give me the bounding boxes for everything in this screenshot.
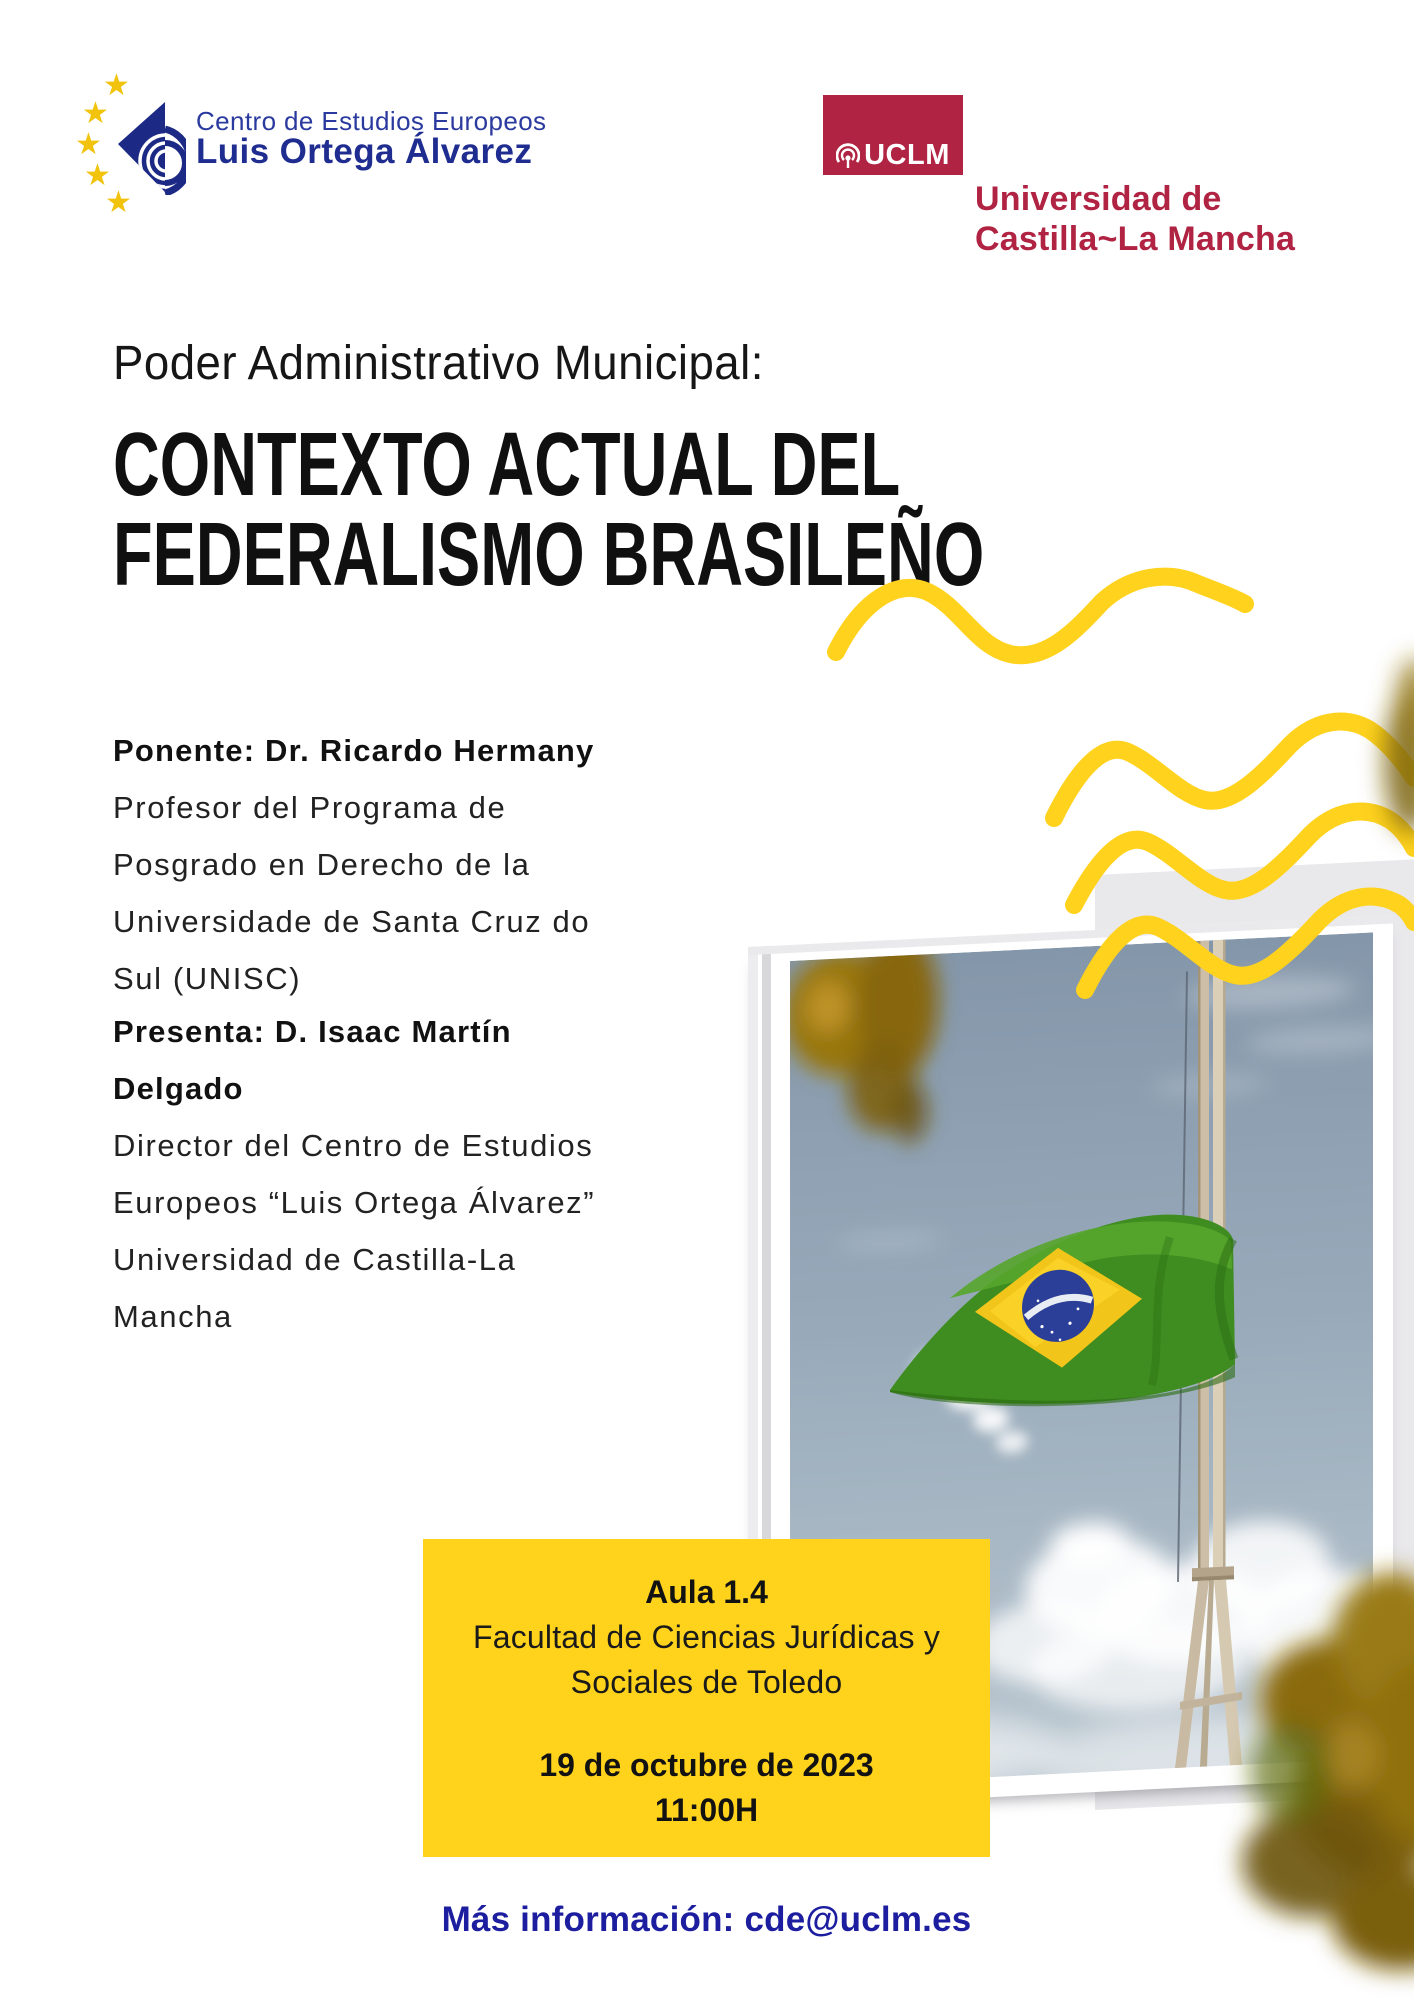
wave-scribble [1054, 722, 1414, 818]
star-icon: ★ [84, 159, 111, 192]
uclm-name-line1: Universidad de [975, 180, 1222, 218]
event-venue-line1: Facultad de Ciencias Jurídicas y [472, 1619, 941, 1655]
star-icon: ★ [75, 128, 102, 161]
speaker-line: Profesor del Programa de [113, 790, 507, 825]
event-details-box [423, 1539, 990, 1857]
presenter-line: Director del Centro de Estudios [113, 1128, 594, 1163]
event-time: 11:00H [654, 1792, 759, 1828]
page-title-line1: CONTEXTO ACTUAL DEL [113, 415, 901, 515]
cee-logo-line1: Centro de Estudios Europeos [196, 106, 547, 136]
uclm-name-line2: Castilla~La Mancha [975, 220, 1296, 258]
star-icon: ★ [82, 97, 109, 130]
uclm-antenna-icon [836, 142, 860, 168]
presenter-heading-line2: Delgado [113, 1071, 244, 1106]
presenter-line: Europeos “Luis Ortega Álvarez” [113, 1185, 596, 1220]
speaker-block [113, 722, 595, 1007]
presenter-line: Universidad de Castilla-La [113, 1242, 517, 1277]
presenter-heading-line1: Presenta: D. Isaac Martín [113, 1014, 512, 1049]
cee-logo-line2: Luis Ortega Álvarez [196, 132, 533, 171]
uclm-logo-icon [823, 95, 963, 175]
speaker-line: Posgrado en Derecho de la [113, 847, 531, 882]
uclm-acronym: UCLM [864, 139, 950, 171]
star-icon: ★ [103, 69, 130, 102]
speaker-heading: Ponente: Dr. Ricardo Hermany [113, 733, 595, 768]
cee-emblem-icon [116, 99, 186, 195]
event-venue-line2: Sociales de Toledo [570, 1664, 843, 1700]
cee-logo [0, 0, 620, 230]
event-room: Aula 1.4 [645, 1574, 768, 1610]
presenter-block [113, 1003, 595, 1345]
page-title-line2: FEDERALISMO BRASILEÑO [113, 505, 985, 605]
uclm-logo [800, 80, 1380, 258]
speaker-line: Universidade de Santa Cruz do [113, 904, 591, 939]
title-kicker: Poder Administrativo Municipal: [113, 337, 764, 390]
event-date: 19 de octubre de 2023 [539, 1747, 874, 1783]
presenter-line: Mancha [113, 1299, 233, 1334]
leaf-right-edge [1384, 658, 1414, 834]
contact-info: Más información: cde@uclm.es [441, 1900, 972, 1939]
speaker-line: Sul (UNISC) [113, 961, 302, 996]
star-icon: ★ [105, 186, 132, 219]
